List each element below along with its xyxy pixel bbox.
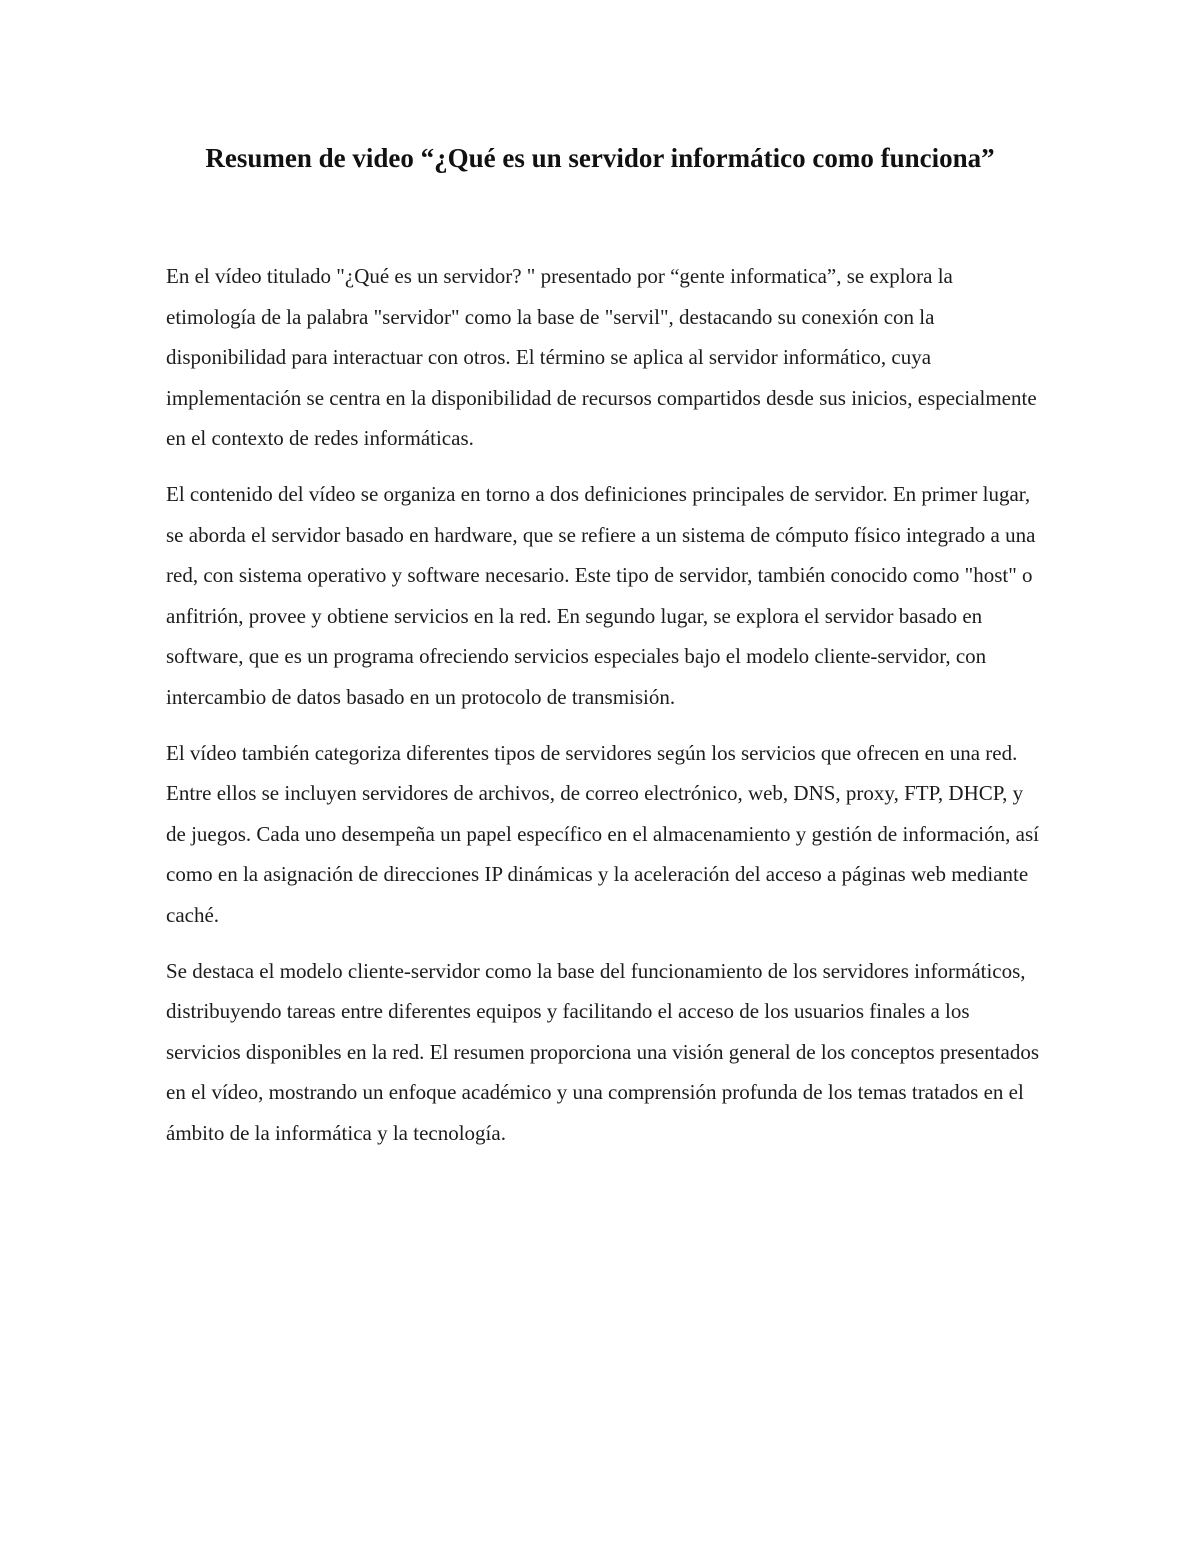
paragraph-2: El contenido del vídeo se organiza en torno a dos definiciones principales de servidor. En primer lugar, se aborda el servidor basado en hardware, que se refiere a un sistema de cómputo físico integrado a una red, con sistema operativo y software necesario. Este tipo de servidor, también conocido como "host" o anfitrión, provee y obtiene servicios en la red. En segundo lugar, se explora el servidor basado en software, que es un programa ofreciendo servicios especiales bajo el modelo cliente-servidor, con intercambio de datos basado en un protocolo de transmisión. — [166, 481, 1036, 709]
paragraph-4: Se destaca el modelo cliente-servidor como la base del funcionamiento de los servidores informáticos, distribuyendo tareas entre diferentes equipos y facilitando el acceso de los usuarios finales a los servicios disponibles en la red. El resumen proporciona una visión general de los conceptos presentados en el vídeo, mostrando un enfoque académico y una comprensión profunda de los temas tratados en el ámbito de la informática y la tecnología. — [166, 958, 1040, 1145]
document-body — [166, 256, 1046, 1168]
paragraph-3: El vídeo también categoriza diferentes tipos de servidores según los servicios que ofrecen en una red. Entre ellos se incluyen servidores de archivos, de correo electrónico, web, DNS, proxy, FTP, DHCP, y de juegos. Cada uno desempeña un papel específico en el almacenamiento y gestión de información, así como en la asignación de direcciones IP dinámicas y la aceleración del acceso a páginas web mediante caché. — [166, 740, 1039, 927]
document-title: Resumen de video “¿Qué es un servidor informático como funciona” — [205, 143, 995, 173]
paragraph-1: En el vídeo titulado "¿Qué es un servidor? " presentado por “gente informatica”, se explora la etimología de la palabra "servidor" como la base de "servil", destacando su conexión con la disponibilidad para interactuar con otros. El término se aplica al servidor informático, cuya implementación se centra en la disponibilidad de recursos compartidos desde sus inicios, especialmente en el contexto de redes informáticas. — [166, 264, 1037, 451]
